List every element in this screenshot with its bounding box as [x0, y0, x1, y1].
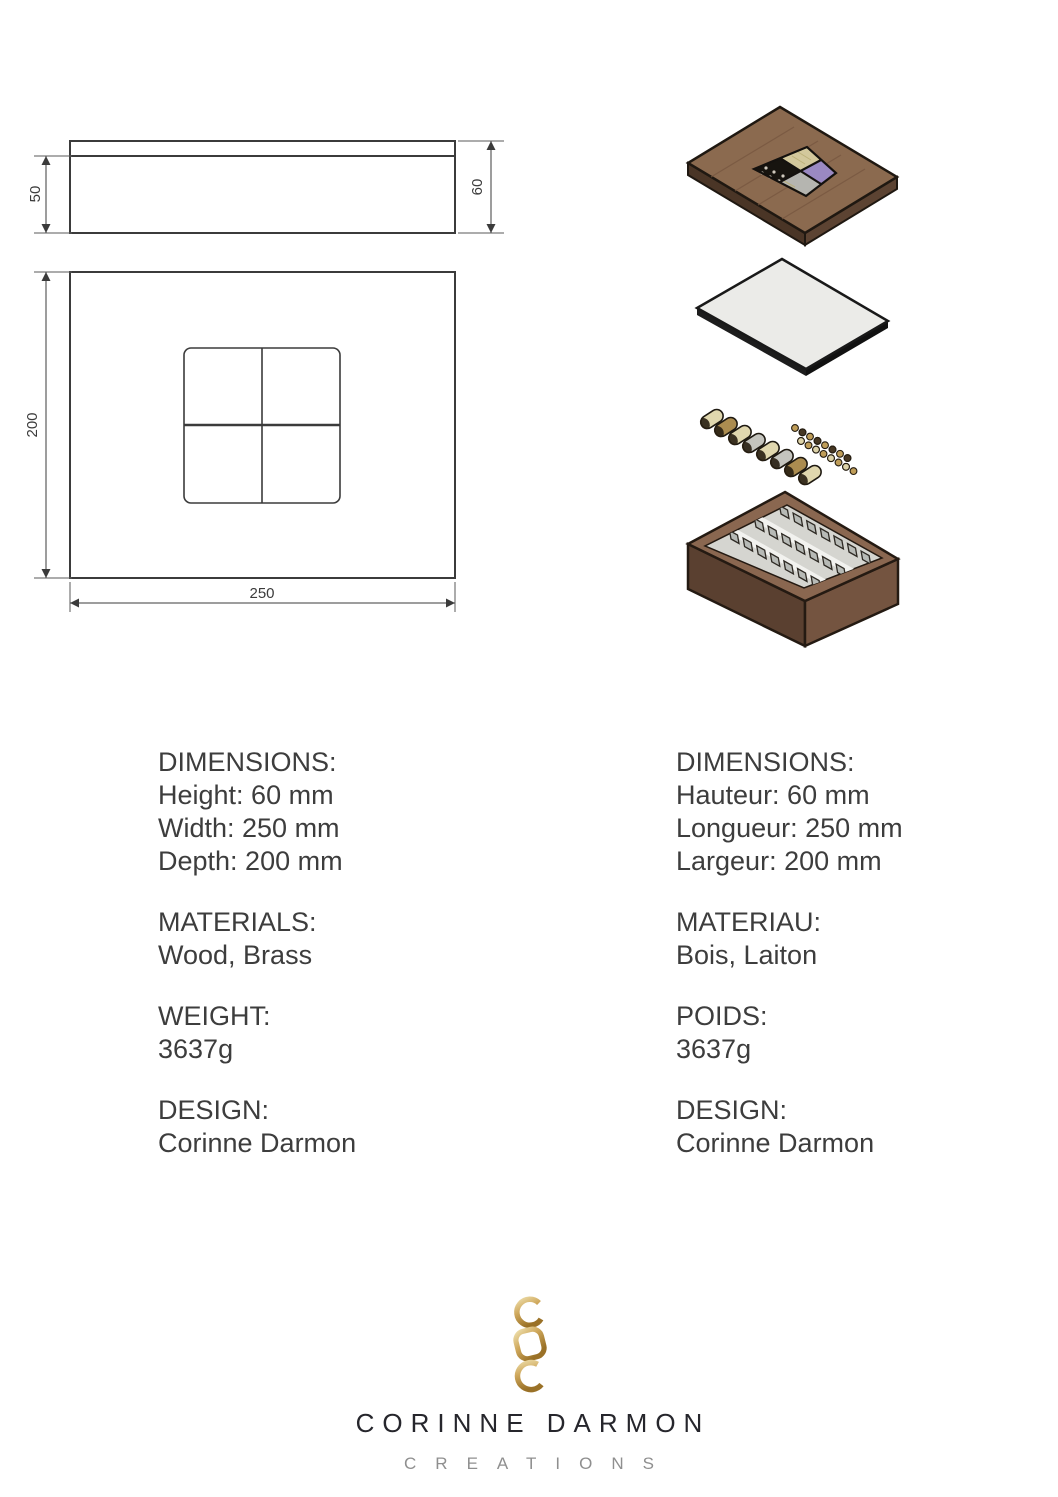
wooden-lid-with-mosaic-inlay-icon [688, 107, 897, 245]
weight-value: 3637g [158, 1034, 234, 1064]
flat-panel-icon [697, 259, 888, 376]
brand-name: CORINNE DARMON [355, 1408, 711, 1438]
weight-value: 3637g [676, 1034, 752, 1064]
side-view-outline [70, 141, 455, 233]
dim-label-50: 50 [26, 185, 44, 203]
top-view-drawing [24, 272, 455, 612]
materials-section-fr [676, 906, 903, 972]
spec-line-width: Width: 250 mm [158, 813, 340, 843]
design-section-en [158, 1094, 356, 1160]
monogram-middle-link [514, 1327, 546, 1360]
spec-line-depth: Depth: 200 mm [158, 846, 343, 876]
design-value: Corinne Darmon [158, 1128, 357, 1158]
spec-line-largeur: Largeur: 200 mm [676, 846, 882, 876]
weight-section-en [158, 1000, 356, 1066]
dim-label-250: 250 [249, 585, 275, 602]
dimensions-section-fr [676, 746, 903, 878]
design-title: DESIGN: [676, 1095, 788, 1125]
panel-top-face [697, 259, 888, 369]
brand-tagline: CREATIONS [404, 1454, 673, 1473]
spec-line-height: Height: 60 mm [158, 780, 334, 810]
dim-label-60: 60 [468, 178, 486, 196]
weight-section-fr [676, 1000, 903, 1066]
weight-title: WEIGHT: [158, 1001, 271, 1031]
wooden-compartment-box-icon [688, 492, 898, 646]
materials-value: Bois, Laiton [676, 940, 818, 970]
design-title: DESIGN: [158, 1095, 270, 1125]
materials-value: Wood, Brass [158, 940, 313, 970]
weight-title: POIDS: [676, 1001, 768, 1031]
spec-block-english [158, 746, 356, 1160]
materials-title: MATERIALS: [158, 907, 317, 937]
brass-cylinders-and-beads-icon [698, 407, 857, 488]
extension-lines-side [34, 141, 504, 233]
spec-line-hauteur: Hauteur: 60 mm [676, 780, 870, 810]
dim-label-200: 200 [23, 412, 41, 438]
monogram-top-link [517, 1299, 541, 1325]
materials-section-en [158, 906, 356, 972]
dimensions-section-en [158, 746, 356, 878]
side-view-drawing [27, 141, 504, 233]
monogram-bottom-link [515, 1360, 546, 1392]
dimensions-title: DIMENSIONS: [676, 747, 855, 777]
cdc-chain-monogram-icon [498, 1292, 562, 1400]
spec-block-french [676, 746, 903, 1160]
dimensions-title: DIMENSIONS: [158, 747, 337, 777]
spec-line-longueur: Longueur: 250 mm [676, 813, 903, 843]
materials-title: MATERIAU: [676, 907, 822, 937]
design-value: Corinne Darmon [676, 1128, 875, 1158]
design-section-fr [676, 1094, 903, 1160]
extension-lines-top [34, 272, 455, 612]
